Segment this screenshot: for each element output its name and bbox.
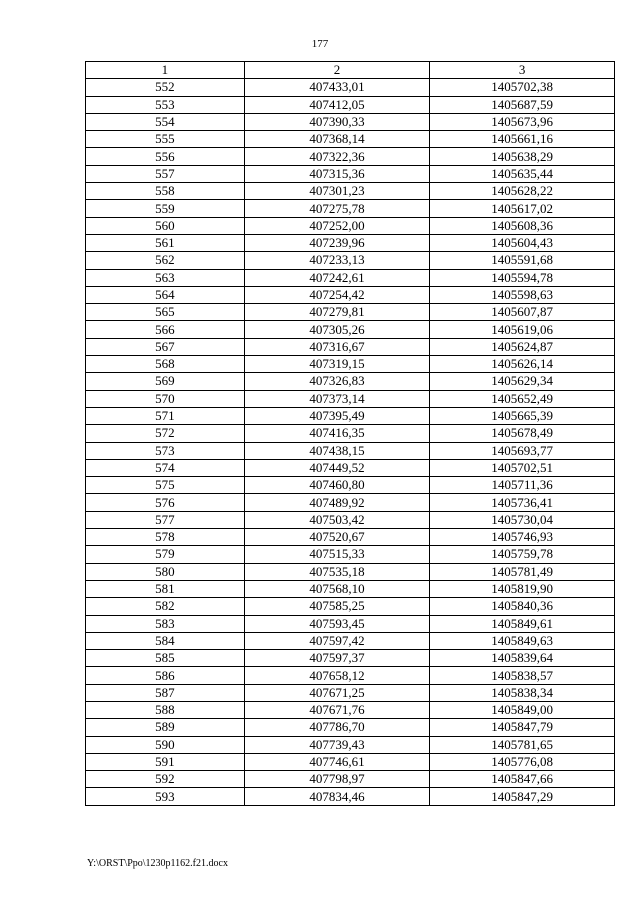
table-cell: 1405847,79 bbox=[430, 719, 615, 736]
table-cell: 592 bbox=[86, 771, 245, 788]
table-cell: 583 bbox=[86, 615, 245, 632]
table-cell: 407254,42 bbox=[244, 286, 430, 303]
table-cell: 556 bbox=[86, 148, 245, 165]
table-row bbox=[86, 356, 615, 373]
table-cell: 407416,35 bbox=[244, 425, 430, 442]
table-cell: 563 bbox=[86, 269, 245, 286]
column-header-3: 3 bbox=[430, 62, 615, 79]
table-cell: 407568,10 bbox=[244, 580, 430, 597]
table-cell: 558 bbox=[86, 183, 245, 200]
table-row bbox=[86, 373, 615, 390]
table-row bbox=[86, 200, 615, 217]
table-row bbox=[86, 563, 615, 580]
table-row bbox=[86, 719, 615, 736]
table-cell: 407239,96 bbox=[244, 234, 430, 251]
table-cell: 1405736,41 bbox=[430, 494, 615, 511]
table-row bbox=[86, 338, 615, 355]
table-cell: 407739,43 bbox=[244, 736, 430, 753]
column-header-1: 1 bbox=[86, 62, 245, 79]
table-row bbox=[86, 753, 615, 770]
table-cell: 1405840,36 bbox=[430, 598, 615, 615]
table-cell: 407233,13 bbox=[244, 252, 430, 269]
table-cell: 593 bbox=[86, 788, 245, 805]
table-row bbox=[86, 701, 615, 718]
table-row bbox=[86, 580, 615, 597]
table-cell: 407275,78 bbox=[244, 200, 430, 217]
table-cell: 407319,15 bbox=[244, 356, 430, 373]
table-cell: 407658,12 bbox=[244, 667, 430, 684]
table-cell: 407373,14 bbox=[244, 390, 430, 407]
table-cell: 407449,52 bbox=[244, 459, 430, 476]
table-cell: 1405624,87 bbox=[430, 338, 615, 355]
table-row bbox=[86, 615, 615, 632]
table-cell: 407438,15 bbox=[244, 442, 430, 459]
table-row bbox=[86, 234, 615, 251]
table-cell: 557 bbox=[86, 165, 245, 182]
table-row bbox=[86, 598, 615, 615]
table-cell: 586 bbox=[86, 667, 245, 684]
table-cell: 407252,00 bbox=[244, 217, 430, 234]
table-cell: 407489,92 bbox=[244, 494, 430, 511]
table-cell: 1405687,59 bbox=[430, 96, 615, 113]
table-cell: 1405628,22 bbox=[430, 183, 615, 200]
table-cell: 1405673,96 bbox=[430, 113, 615, 130]
table-cell: 1405847,29 bbox=[430, 788, 615, 805]
table-row bbox=[86, 477, 615, 494]
table-cell: 577 bbox=[86, 511, 245, 528]
footer-file-path: Y:\ORST\Ppo\1230p1162.f21.docx bbox=[87, 858, 228, 869]
table-cell: 1405693,77 bbox=[430, 442, 615, 459]
table-cell: 407798,97 bbox=[244, 771, 430, 788]
table-cell: 407301,23 bbox=[244, 183, 430, 200]
table-cell: 1405629,34 bbox=[430, 373, 615, 390]
table-cell: 407305,26 bbox=[244, 321, 430, 338]
table-cell: 1405730,04 bbox=[430, 511, 615, 528]
table-cell: 1405661,16 bbox=[430, 131, 615, 148]
table-cell: 568 bbox=[86, 356, 245, 373]
table-row bbox=[86, 684, 615, 701]
table-cell: 585 bbox=[86, 650, 245, 667]
table-cell: 559 bbox=[86, 200, 245, 217]
table-row bbox=[86, 113, 615, 130]
table-row bbox=[86, 494, 615, 511]
table-cell: 407515,33 bbox=[244, 546, 430, 563]
table-cell: 407503,42 bbox=[244, 511, 430, 528]
table-cell: 584 bbox=[86, 632, 245, 649]
table-cell: 407395,49 bbox=[244, 407, 430, 424]
table-cell: 407242,61 bbox=[244, 269, 430, 286]
table-cell: 1405638,29 bbox=[430, 148, 615, 165]
table-cell: 407460,80 bbox=[244, 477, 430, 494]
table-cell: 1405838,34 bbox=[430, 684, 615, 701]
table-cell: 590 bbox=[86, 736, 245, 753]
table-row bbox=[86, 286, 615, 303]
table-row bbox=[86, 269, 615, 286]
table-cell: 407597,37 bbox=[244, 650, 430, 667]
table-cell: 1405608,36 bbox=[430, 217, 615, 234]
table-cell: 1405594,78 bbox=[430, 269, 615, 286]
table-cell: 1405839,64 bbox=[430, 650, 615, 667]
table-cell: 1405849,00 bbox=[430, 701, 615, 718]
table-row bbox=[86, 183, 615, 200]
table-cell: 591 bbox=[86, 753, 245, 770]
table-row bbox=[86, 304, 615, 321]
table-cell: 1405678,49 bbox=[430, 425, 615, 442]
table-cell: 553 bbox=[86, 96, 245, 113]
table-cell: 407368,14 bbox=[244, 131, 430, 148]
table-cell: 407585,25 bbox=[244, 598, 430, 615]
table-row bbox=[86, 771, 615, 788]
table-row bbox=[86, 165, 615, 182]
table-row bbox=[86, 79, 615, 96]
table-cell: 407390,33 bbox=[244, 113, 430, 130]
table-cell: 571 bbox=[86, 407, 245, 424]
table-row bbox=[86, 511, 615, 528]
table-cell: 1405619,06 bbox=[430, 321, 615, 338]
table-cell: 1405702,38 bbox=[430, 79, 615, 96]
table-cell: 1405604,43 bbox=[430, 234, 615, 251]
table-cell: 572 bbox=[86, 425, 245, 442]
table-cell: 1405702,51 bbox=[430, 459, 615, 476]
column-header-2: 2 bbox=[244, 62, 430, 79]
table-cell: 581 bbox=[86, 580, 245, 597]
table-cell: 587 bbox=[86, 684, 245, 701]
table-cell: 407834,46 bbox=[244, 788, 430, 805]
table-cell: 579 bbox=[86, 546, 245, 563]
table-cell: 554 bbox=[86, 113, 245, 130]
table-cell: 565 bbox=[86, 304, 245, 321]
table-cell: 555 bbox=[86, 131, 245, 148]
table-cell: 407671,76 bbox=[244, 701, 430, 718]
table-cell: 407279,81 bbox=[244, 304, 430, 321]
table-row bbox=[86, 736, 615, 753]
table-cell: 1405617,02 bbox=[430, 200, 615, 217]
table-cell: 407520,67 bbox=[244, 529, 430, 546]
table-cell: 573 bbox=[86, 442, 245, 459]
table-cell: 1405781,65 bbox=[430, 736, 615, 753]
table-cell: 1405849,61 bbox=[430, 615, 615, 632]
table-row bbox=[86, 131, 615, 148]
table-row bbox=[86, 788, 615, 805]
table-cell: 1405665,39 bbox=[430, 407, 615, 424]
table-body bbox=[86, 79, 615, 805]
coordinates-table bbox=[85, 61, 615, 806]
table-cell: 1405746,93 bbox=[430, 529, 615, 546]
table-cell: 407316,67 bbox=[244, 338, 430, 355]
table-cell: 567 bbox=[86, 338, 245, 355]
table-row bbox=[86, 390, 615, 407]
table-row bbox=[86, 407, 615, 424]
table-cell: 578 bbox=[86, 529, 245, 546]
table-cell: 1405847,66 bbox=[430, 771, 615, 788]
table-cell: 562 bbox=[86, 252, 245, 269]
table-cell: 1405759,78 bbox=[430, 546, 615, 563]
page-number: 177 bbox=[311, 38, 329, 50]
table-cell: 561 bbox=[86, 234, 245, 251]
table-cell: 570 bbox=[86, 390, 245, 407]
table-cell: 569 bbox=[86, 373, 245, 390]
table-cell: 407597,42 bbox=[244, 632, 430, 649]
table-row bbox=[86, 96, 615, 113]
table-cell: 1405711,36 bbox=[430, 477, 615, 494]
table-cell: 407786,70 bbox=[244, 719, 430, 736]
table-cell: 589 bbox=[86, 719, 245, 736]
table-row bbox=[86, 632, 615, 649]
table-row bbox=[86, 667, 615, 684]
table-cell: 1405652,49 bbox=[430, 390, 615, 407]
table-row bbox=[86, 252, 615, 269]
table-row bbox=[86, 217, 615, 234]
table-row bbox=[86, 442, 615, 459]
table-header-row bbox=[86, 62, 615, 79]
table-cell: 564 bbox=[86, 286, 245, 303]
table-cell: 1405849,63 bbox=[430, 632, 615, 649]
table-row bbox=[86, 148, 615, 165]
table-cell: 1405607,87 bbox=[430, 304, 615, 321]
table-cell: 566 bbox=[86, 321, 245, 338]
table-cell: 407593,45 bbox=[244, 615, 430, 632]
table-cell: 1405598,63 bbox=[430, 286, 615, 303]
table-cell: 407671,25 bbox=[244, 684, 430, 701]
table-cell: 1405776,08 bbox=[430, 753, 615, 770]
table-cell: 407535,18 bbox=[244, 563, 430, 580]
table-cell: 560 bbox=[86, 217, 245, 234]
table-cell: 582 bbox=[86, 598, 245, 615]
table-row bbox=[86, 650, 615, 667]
table-cell: 407746,61 bbox=[244, 753, 430, 770]
table-cell: 576 bbox=[86, 494, 245, 511]
table-cell: 1405819,90 bbox=[430, 580, 615, 597]
table-row bbox=[86, 529, 615, 546]
table-cell: 407412,05 bbox=[244, 96, 430, 113]
table-cell: 1405635,44 bbox=[430, 165, 615, 182]
table-cell: 1405781,49 bbox=[430, 563, 615, 580]
table-cell: 407315,36 bbox=[244, 165, 430, 182]
table-row bbox=[86, 546, 615, 563]
table-row bbox=[86, 425, 615, 442]
table-cell: 552 bbox=[86, 79, 245, 96]
table-row bbox=[86, 321, 615, 338]
table-cell: 1405591,68 bbox=[430, 252, 615, 269]
table-cell: 588 bbox=[86, 701, 245, 718]
table-cell: 574 bbox=[86, 459, 245, 476]
table-cell: 407326,83 bbox=[244, 373, 430, 390]
table-row bbox=[86, 459, 615, 476]
table-cell: 1405838,57 bbox=[430, 667, 615, 684]
table-cell: 580 bbox=[86, 563, 245, 580]
table-cell: 575 bbox=[86, 477, 245, 494]
table-cell: 1405626,14 bbox=[430, 356, 615, 373]
table-cell: 407433,01 bbox=[244, 79, 430, 96]
table-cell: 407322,36 bbox=[244, 148, 430, 165]
